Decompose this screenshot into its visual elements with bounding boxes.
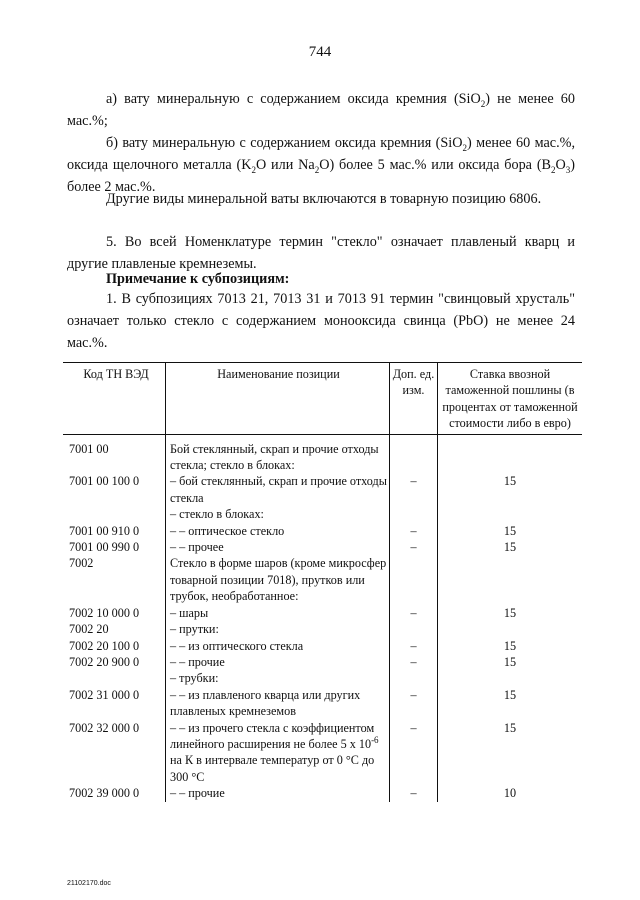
table-row: [63, 434, 582, 473]
row-name: – – прочие: [166, 785, 390, 801]
row-code: [63, 506, 166, 522]
table-row: [63, 523, 582, 539]
row-unit: –: [390, 638, 438, 654]
paragraph-a: а) вату минеральную с содержанием оксида кремния (SiO$_2$) не менее 60 мас.%;: [67, 91, 575, 129]
paragraph-note-1: 1. В субпозициях 7013 21, 7013 31 и 7013 91 термин "свинцовый хрусталь" означает только стекло с содержанием монооксида свинца (PbO) не менее 24 мас.%.: [67, 291, 575, 351]
row-rate: [438, 670, 583, 686]
row-code: 7001 00 910 0: [69, 523, 140, 538]
row-rate: [438, 506, 583, 522]
row-name: – – из прочего стекла с коэффициентом линейного расширения не более 5 x $10^{-6}$ на К в интервале температур от 0 °С до 300 °С: [166, 720, 390, 786]
table-row: [63, 654, 582, 670]
paragraph-b: б) вату минеральную с содержанием оксида кремния (SiO$_2$) менее 60 мас.%, оксида щелочного металла ($K_2O$ или $Na_2O$) более 5 мас.% или оксида бора $(B_2O_3)$ более 2 мас.%.: [67, 135, 575, 195]
row-rate: 10: [438, 785, 583, 801]
row-rate: 15: [438, 523, 583, 539]
table-row: [63, 785, 582, 801]
table-row: [63, 539, 582, 555]
table-row: [63, 670, 582, 686]
row-name: – – прочие: [166, 654, 390, 670]
row-rate: 15: [438, 605, 583, 621]
row-rate: 15: [438, 654, 583, 670]
row-unit: –: [390, 539, 438, 555]
table-row: [63, 638, 582, 654]
row-name: Бой стеклянный, скрап и прочие отходы стекла; стекло в блоках:: [166, 434, 390, 473]
row-unit: –: [390, 785, 438, 801]
row-rate: [438, 621, 583, 637]
row-code: 7001 00: [69, 441, 109, 456]
row-unit: –: [390, 473, 438, 506]
row-code: 7002 32 000 0: [69, 720, 140, 735]
row-code: 7001 00 990 0: [69, 540, 140, 555]
row-unit: [390, 555, 438, 604]
row-code: 7002 10 000 0: [69, 605, 140, 620]
paragraph-other-wool: Другие виды минеральной ваты включаются в товарную позицию 6806.: [106, 191, 542, 207]
row-rate: 15: [438, 687, 583, 720]
footer-filename: 21102170.doc: [67, 880, 111, 887]
row-name: – бой стеклянный, скрап и прочие отходы стекла: [166, 473, 390, 506]
row-name: – – прочее: [166, 539, 390, 555]
row-name: – трубки:: [166, 670, 390, 686]
row-unit: [390, 670, 438, 686]
row-unit: [390, 506, 438, 522]
row-code: [63, 670, 166, 686]
row-name: – – из плавленого кварца или других плавленых кремнеземов: [166, 687, 390, 720]
row-rate: 15: [438, 473, 583, 506]
row-rate: 15: [438, 539, 583, 555]
row-name: – стекло в блоках:: [166, 506, 390, 522]
row-code: 7002: [69, 556, 94, 571]
row-unit: [390, 434, 438, 473]
row-code: 7002 31 000 0: [69, 687, 140, 702]
row-rate: 15: [438, 720, 583, 786]
row-code: 7002 20 100 0: [69, 638, 140, 653]
table-row: [63, 473, 582, 506]
row-unit: [390, 621, 438, 637]
row-unit: –: [390, 654, 438, 670]
row-name: – – из оптического стекла: [166, 638, 390, 654]
row-rate: [438, 555, 583, 604]
row-name: Стекло в форме шаров (кроме микросфер товарной позиции 7018), прутков или трубок, необработанное:: [166, 555, 390, 604]
table-row: [63, 506, 582, 522]
row-unit: –: [390, 720, 438, 786]
row-code: 7002 20: [69, 622, 109, 637]
row-code: 7001 00 100 0: [69, 474, 140, 489]
header-code: Код ТН ВЭД: [63, 363, 166, 435]
row-unit: –: [390, 523, 438, 539]
table-row: [63, 720, 582, 786]
table-row: [63, 621, 582, 637]
page-number: 744: [308, 44, 332, 60]
table-row: [63, 687, 582, 720]
header-name: Наименование позиции: [166, 363, 390, 435]
row-rate: 15: [438, 638, 583, 654]
row-code: 7002 39 000 0: [69, 786, 140, 801]
header-unit: Доп. ед. изм.: [390, 363, 438, 435]
row-rate: [438, 434, 583, 473]
table-row: [63, 605, 582, 621]
tariff-table: [63, 362, 582, 802]
table-row: [63, 555, 582, 604]
row-unit: –: [390, 605, 438, 621]
paragraph-point-5: 5. Во всей Номенклатуре термин "стекло" означает плавленый кварц и другие плавленые кремнеземы.: [67, 234, 575, 272]
header-rate: Ставка ввозной таможенной пошлины (в процентах от таможенной стоимости либо в евро): [438, 363, 583, 435]
row-name: – шары: [166, 605, 390, 621]
row-unit: –: [390, 687, 438, 720]
row-name: – прутки:: [166, 621, 390, 637]
row-name: – – оптическое стекло: [166, 523, 390, 539]
row-code: 7002 20 900 0: [69, 654, 140, 669]
note-heading: Примечание к субпозициям:: [106, 271, 290, 287]
table-header-row: [63, 363, 582, 435]
